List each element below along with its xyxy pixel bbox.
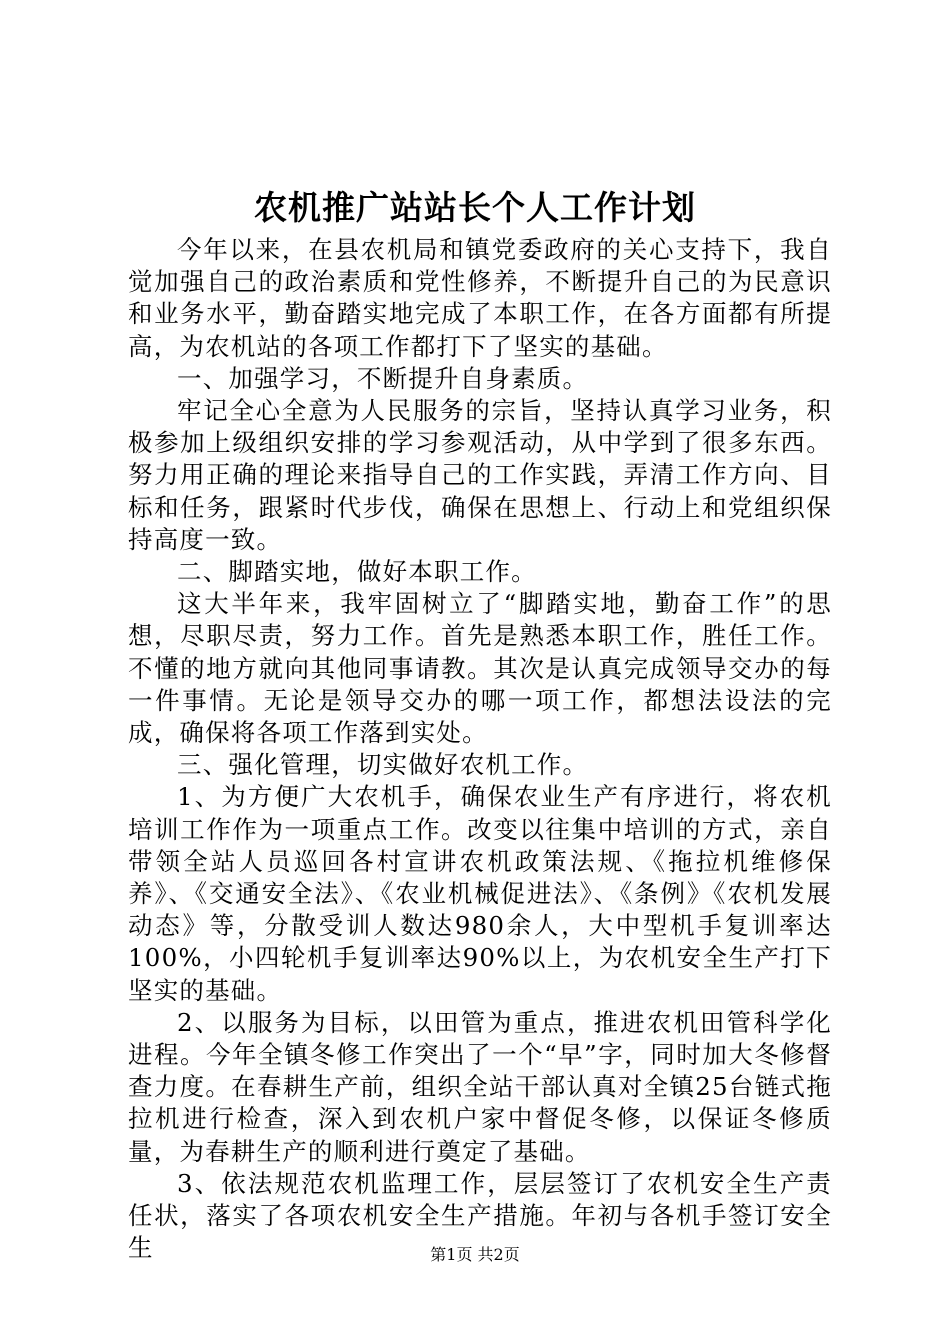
- paragraph-study: 牢记全心全意为人民服务的宗旨，坚持认真学习业务，积极参加上级组织安排的学习参观活动，从中学到了很多东西。努力用正确的理论来指导自己的工作实践，弄清工作方向、目标和任务，跟紧时代步伐，确保在思想上、行动上和党组织保持高度一致。: [128, 396, 832, 554]
- paragraph-intro: 今年以来，在县农机局和镇党委政府的关心支持下，我自觉加强自己的政治素质和党性修养，不断提升自己的为民意识和业务水平，勤奋踏实地完成了本职工作，在各方面都有所提高，为农机站的各项工作都打下了坚实的基础。: [128, 235, 832, 361]
- section-heading-2: 二、脚踏实地，做好本职工作。: [177, 557, 537, 587]
- section-heading-1: 一、加强学习，不断提升自身素质。: [177, 363, 589, 393]
- paragraph-item-1: 1、为方便广大农机手，确保农业生产有序进行，将农机培训工作作为一项重点工作。改变以往集中培训的方式，亲自带领全站人员巡回各村宣讲农机政策法规、《拖拉机维修保养》、《交通安全法》、《农业机械促进法》、《条例》《农机发展动态》等，分散受训人数达980余人，大中型机手复训率达100%，小四轮机手复训率达90%以上，为农机安全生产打下坚实的基础。: [128, 782, 832, 1005]
- page-footer: 第1页 共2页: [430, 1245, 520, 1264]
- document-body: [128, 234, 832, 1265]
- document-title: 农机推广站站长个人工作计划: [254, 188, 696, 227]
- paragraph-item-3: 3、依法规范农机监理工作，层层签订了农机安全生产责任状，落实了各项农机安全生产措施。年初与各机手签订安全生: [128, 1168, 832, 1263]
- paragraph-item-2: 2、以服务为目标，以田管为重点，推进农机田管科学化进程。今年全镇冬修工作突出了一个“早”字，同时加大冬修督查力度。在春耕生产前，组织全站干部认真对全镇25台链式拖拉机进行检查，深入到农机户家中督促冬修，以保证冬修质量，为春耕生产的顺利进行奠定了基础。: [128, 1007, 832, 1166]
- section-heading-3: 三、强化管理，切实做好农机工作。: [177, 750, 589, 780]
- paragraph-duty: 这大半年来，我牢固树立了“脚踏实地，勤奋工作”的思想，尽职尽责，努力工作。首先是熟悉本职工作，胜任工作。不懂的地方就向其他同事请教。其次是认真完成领导交办的每一件事情。无论是领导交办的哪一项工作，都想法设法的完成，确保将各项工作落到实处。: [128, 589, 832, 748]
